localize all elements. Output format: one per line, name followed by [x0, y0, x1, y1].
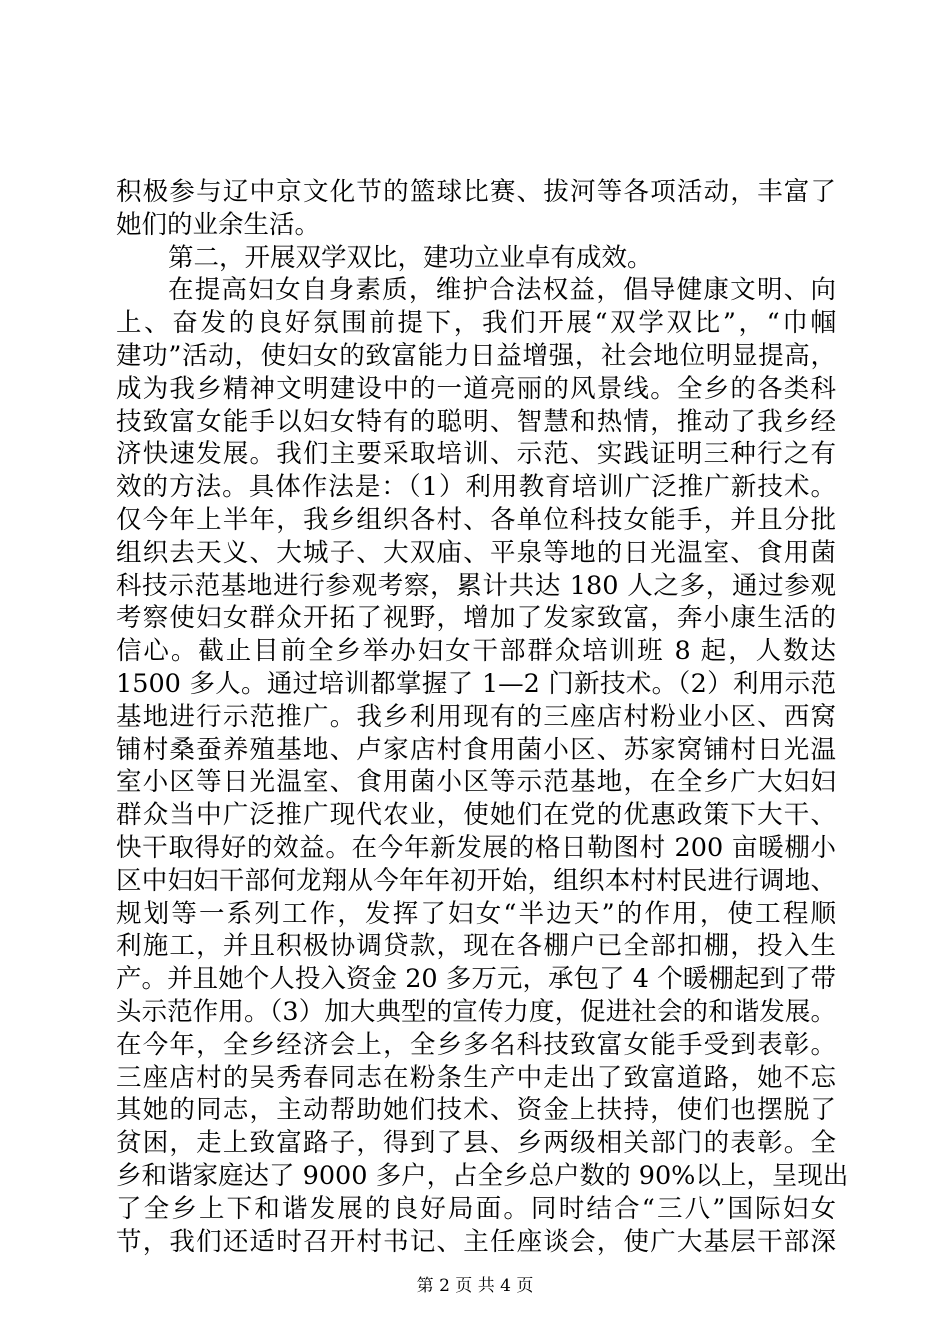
text-line: 群众当中广泛推广现代农业，使她们在党的优惠政策下大干、 [116, 800, 836, 831]
text-line: 铺村桑蚕养殖基地、卢家店村食用菌小区、苏家窝铺村日光温 [116, 734, 836, 765]
section-heading: 第二，开展双学双比，建功立业卓有成效。 [168, 242, 653, 273]
text-line: 乡和谐家庭达了 9000 多户，占全乡总户数的 90%以上，呈现出 [116, 1160, 849, 1191]
text-line: 组织去天义、大城子、大双庙、平泉等地的日光温室、食用菌 [116, 537, 836, 568]
body-text [116, 176, 849, 1258]
text-line: 考察使妇女群众开拓了视野，增加了发家致富，奔小康生活的 [116, 603, 836, 634]
text-line: 快干取得好的效益。在今年新发展的格日勒图村 200 亩暖棚小 [116, 832, 836, 863]
text-line: 信心。截止目前全乡举办妇女干部群众培训班 8 起，人数达 [116, 636, 836, 667]
text-line: 基地进行示范推广。我乡利用现有的三座店村粉业小区、西窝 [116, 701, 836, 732]
text-line: 科技示范基地进行参观考察，累计共达 180 人之多，通过参观 [116, 570, 836, 601]
text-line: 上、奋发的良好氛围前提下，我们开展“双学双比”，“巾帼 [116, 308, 836, 339]
text-line: 区中妇妇干部何龙翔从今年年初开始，组织本村村民进行调地、 [116, 865, 836, 896]
text-line: 在今年，全乡经济会上，全乡多名科技致富女能手受到表彰。 [116, 1029, 836, 1060]
text-line: 产。并且她个人投入资金 20 多万元，承包了 4 个暖棚起到了带 [116, 964, 836, 995]
text-line: 贫困，走上致富路子，得到了县、乡两级相关部门的表彰。全 [116, 1128, 836, 1159]
text-line: 头示范作用。（3）加大典型的宣传力度，促进社会的和谐发展。 [116, 996, 836, 1027]
text-line: 规划等一系列工作，发挥了妇女“半边天”的作用，使工程顺 [116, 898, 836, 929]
text-line: 三座店村的吴秀春同志在粉条生产中走出了致富道路，她不忘 [116, 1062, 836, 1093]
text-line: 节，我们还适时召开村书记、主任座谈会，使广大基层干部深 [116, 1226, 836, 1257]
text-line: 成为我乡精神文明建设中的一道亮丽的风景线。全乡的各类科 [116, 373, 836, 404]
text-line: 其她的同志，主动帮助她们技术、资金上扶持，使们也摆脱了 [116, 1095, 836, 1126]
text-line: 在提高妇女自身素质，维护合法权益，倡导健康文明、向 [168, 275, 836, 306]
text-line: 仅今年上半年，我乡组织各村、各单位科技女能手，并且分批 [116, 504, 836, 535]
text-line: 了全乡上下和谐发展的良好局面。同时结合“三八”国际妇女 [116, 1193, 836, 1224]
page-footer: 第 2 页 共 4 页 [416, 1276, 534, 1296]
text-line: 济快速发展。我们主要采取培训、示范、实践证明三种行之有 [116, 439, 836, 470]
text-line: 技致富女能手以妇女特有的聪明、智慧和热情，推动了我乡经 [116, 406, 836, 437]
text-line: 室小区等日光温室、食用菌小区等示范基地，在全乡广大妇妇 [116, 767, 836, 798]
text-line: 效的方法。具体作法是：（1）利用教育培训广泛推广新技术。 [116, 472, 836, 503]
text-line: 积极参与辽中京文化节的篮球比赛、拔河等各项活动，丰富了 [116, 177, 836, 207]
text-line: 建功”活动，使妇女的致富能力日益增强，社会地位明显提高， [116, 340, 836, 371]
text-line: 1500 多人。通过培训都掌握了 1—2 门新技术。（2）利用示范 [116, 668, 836, 699]
text-line: 利施工，并且积极协调贷款，现在各棚户已全部扣棚，投入生 [116, 931, 836, 962]
text-line: 她们的业余生活。 [116, 209, 321, 240]
